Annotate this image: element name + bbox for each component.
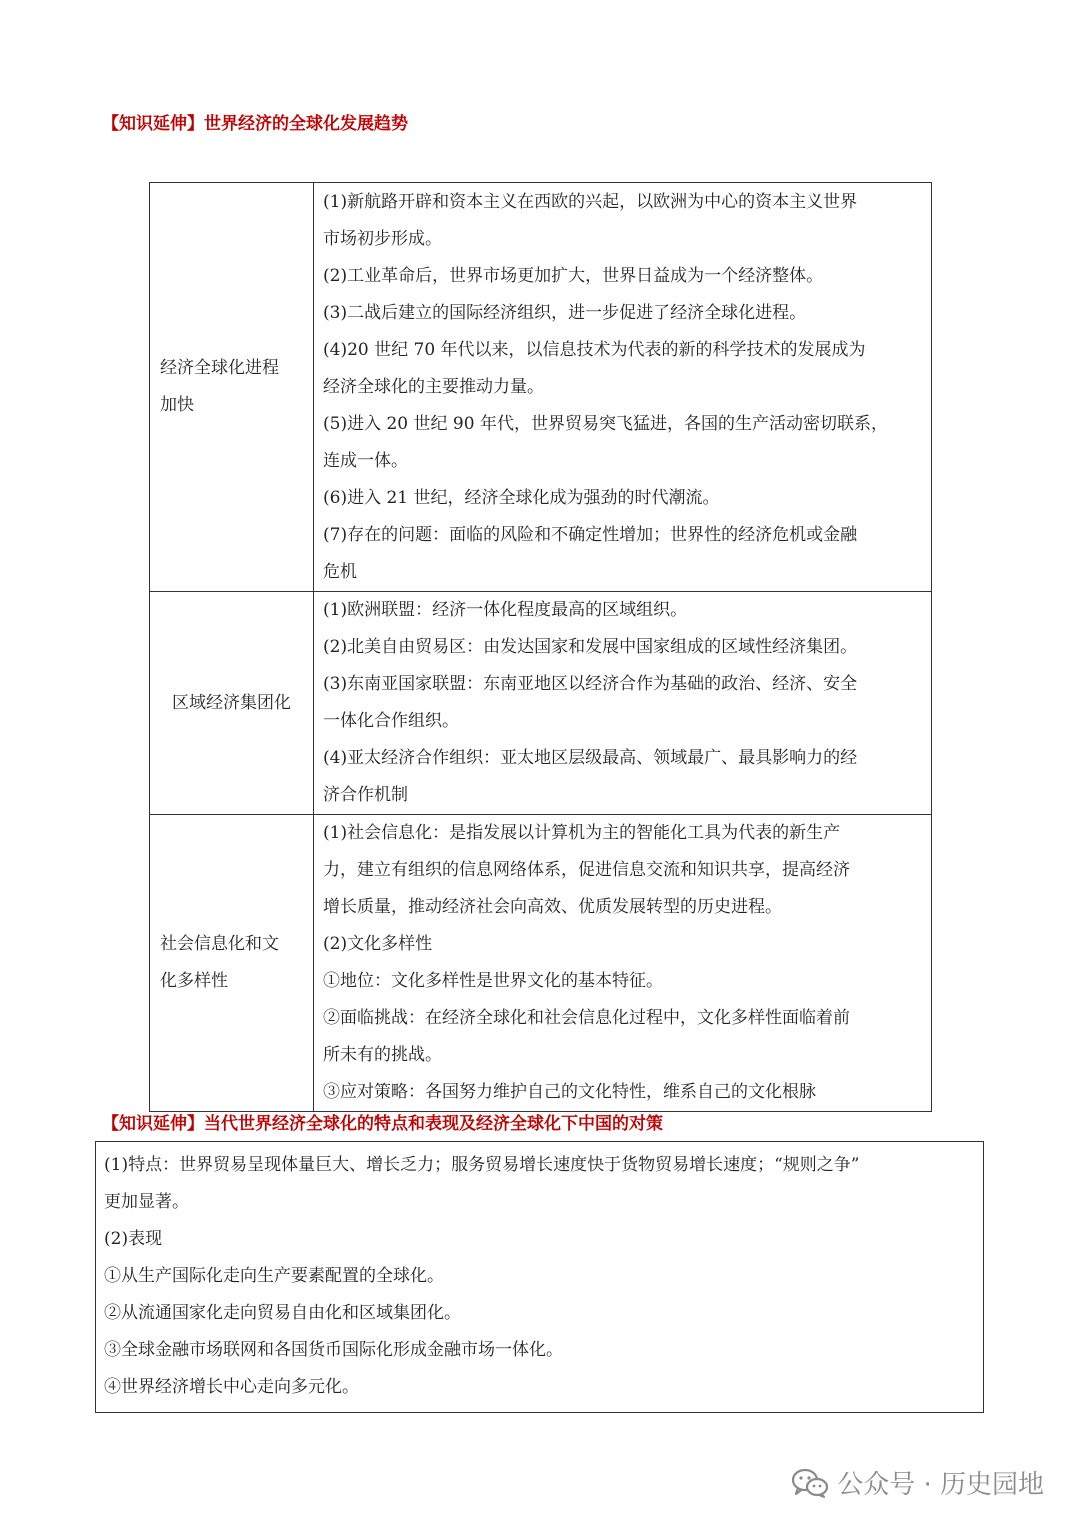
box-line: ③全球金融市场联网和各国货币国际化形成金融市场一体化。 (104, 1340, 563, 1360)
content-line: (3)东南亚国家联盟：东南亚地区以经济合作为基础的政治、经济、安全 (323, 674, 858, 694)
content-line: (1)欧洲联盟：经济一体化程度最高的区域组织。 (323, 600, 688, 620)
box-line: 更加显著。 (104, 1192, 189, 1212)
label-line: 区域经济集团化 (172, 692, 291, 713)
box-line: (2)表现 (104, 1229, 163, 1249)
content-line: (1)社会信息化：是指发展以计算机为主的智能化工具为代表的新生产 (323, 823, 841, 843)
content-line: 所未有的挑战。 (323, 1045, 442, 1065)
content-line: 连成一体。 (323, 450, 408, 471)
content-line: (5)进入 20 世纪 90 年代，世界贸易突飞猛进，各国的生产活动密切联系， (323, 413, 888, 434)
label-line: 经济全球化进程 (160, 358, 279, 378)
row-content (314, 592, 932, 815)
row-label (150, 815, 314, 1112)
content-line: (7)存在的问题：面临的风险和不确定性增加；世界性的经济危机或金融 (323, 524, 858, 545)
content-line: 危机 (323, 561, 357, 582)
label-line: 化多样性 (160, 971, 228, 991)
box-line: ④世界经济增长中心走向多元化。 (104, 1377, 359, 1397)
content-line: 市场初步形成。 (323, 228, 442, 249)
box-line: ①从生产国际化走向生产要素配置的全球化。 (104, 1266, 444, 1286)
features-box (95, 1141, 984, 1413)
content-line: (4)亚太经济合作组织：亚太地区层级最高、领域最广、最具影响力的经 (323, 748, 858, 768)
content-line: 济合作机制 (323, 785, 408, 805)
content-line: 力，建立有组织的信息网络体系，促进信息交流和知识共享，提高经济 (323, 860, 850, 880)
content-line: ①地位：文化多样性是世界文化的基本特征。 (323, 971, 663, 991)
content-line: (2)文化多样性 (323, 934, 433, 954)
content-line: (2)工业革命后，世界市场更加扩大，世界日益成为一个经济整体。 (323, 265, 824, 286)
row-content (314, 183, 932, 592)
row-label (150, 183, 314, 592)
watermark-text: 公众号 · 历史园地 (837, 1470, 1044, 1500)
box-line: (1)特点：世界贸易呈现体量巨大、增长乏力；服务贸易增长速度快于货物贸易增长速度；“规则之争” (104, 1155, 860, 1175)
content-line: 增长质量，推动经济社会向高效、优质发展转型的历史进程。 (323, 897, 782, 917)
watermark (791, 1464, 1044, 1501)
box-line: ②从流通国家化走向贸易自由化和区域集团化。 (104, 1303, 461, 1323)
content-line: (2)北美自由贸易区：由发达国家和发展中国家组成的区域性经济集团。 (323, 637, 858, 657)
content-line: (3)二战后建立的国际经济组织，进一步促进了经济全球化进程。 (323, 302, 807, 323)
wechat-icon (791, 1468, 829, 1498)
content-line: (6)进入 21 世纪，经济全球化成为强劲的时代潮流。 (323, 487, 720, 508)
table-row (150, 815, 932, 1112)
row-content (314, 815, 932, 1112)
label-line: 社会信息化和文 (160, 934, 279, 954)
content-line: ②面临挑战：在经济全球化和社会信息化过程中，文化多样性面临着前 (323, 1008, 850, 1028)
content-line: ③应对策略：各国努力维护自己的文化特性，维系自己的文化根脉 (323, 1082, 816, 1102)
section-heading-globalization-trend: 【知识延伸】世界经济的全球化发展趋势 (102, 114, 408, 134)
table-row (150, 592, 932, 815)
row-label (150, 592, 314, 815)
content-line: (4)20 世纪 70 年代以来，以信息技术为代表的新的科学技术的发展成为 (323, 339, 866, 360)
content-line: 经济全球化的主要推动力量。 (323, 376, 544, 397)
label-line: 加快 (160, 395, 194, 415)
content-line: (1)新航路开辟和资本主义在西欧的兴起，以欧洲为中心的资本主义世界 (323, 191, 858, 212)
globalization-table (149, 182, 932, 1112)
table-row (150, 183, 932, 592)
section-heading-contemporary-globalization: 【知识延伸】当代世界经济全球化的特点和表现及经济全球化下中国的对策 (102, 1114, 663, 1134)
content-line: 一体化合作组织。 (323, 711, 459, 731)
